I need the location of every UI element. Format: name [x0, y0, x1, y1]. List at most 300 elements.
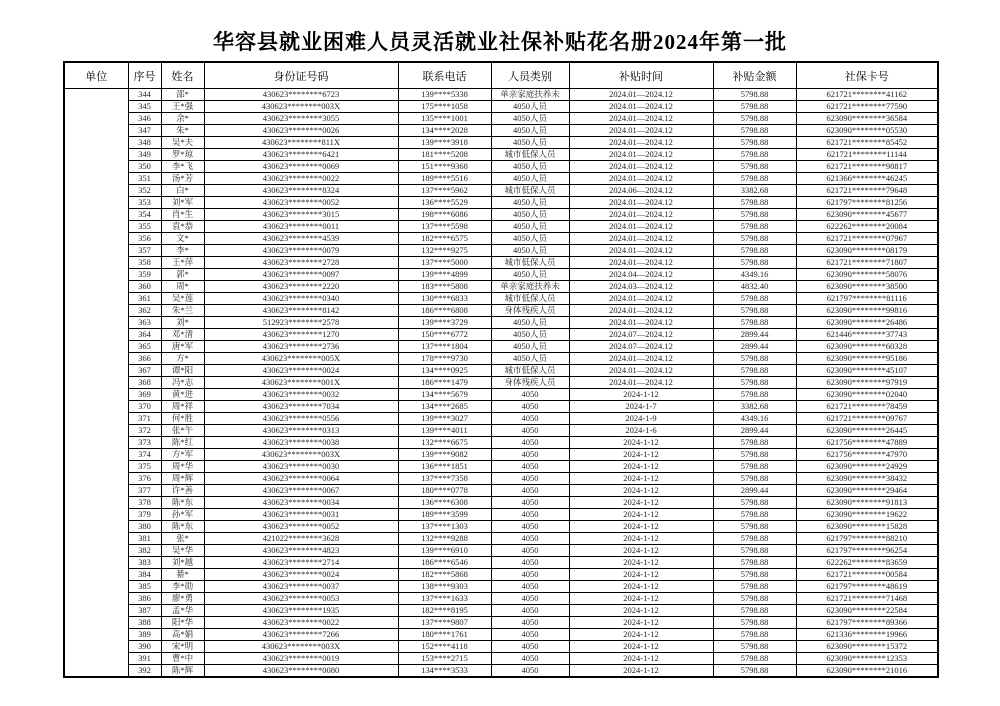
period-cell: 2024.01—2024.12: [569, 149, 713, 161]
card-cell: 623090********95186: [796, 353, 938, 365]
phone-cell: 182****6575: [398, 233, 491, 245]
table-row: [64, 257, 938, 269]
card-cell: 623090********21016: [796, 665, 938, 678]
category-cell: 4050人员: [491, 101, 569, 113]
seq-cell: 369: [128, 389, 161, 401]
column-header-unit: 单位: [64, 62, 128, 89]
table-row: [64, 161, 938, 173]
name-cell: 陈*东: [161, 521, 204, 533]
card-cell: 621721********41162: [796, 89, 938, 101]
id-cell: 430623********1935: [204, 605, 398, 617]
name-cell: 李*: [161, 245, 204, 257]
category-cell: 4050: [491, 449, 569, 461]
name-cell: 刘*军: [161, 197, 204, 209]
category-cell: 4050: [491, 653, 569, 665]
period-cell: 2024.01—2024.12: [569, 245, 713, 257]
table-row: [64, 641, 938, 653]
period-cell: 2024-1-12: [569, 533, 713, 545]
phone-cell: 132****6675: [398, 437, 491, 449]
table-row: [64, 497, 938, 509]
period-cell: 2024-1-12: [569, 521, 713, 533]
name-cell: 谭*阳: [161, 365, 204, 377]
name-cell: 何*胜: [161, 413, 204, 425]
phone-cell: 137****5598: [398, 221, 491, 233]
amount-cell: 5798.88: [713, 365, 796, 377]
category-cell: 4050人员: [491, 269, 569, 281]
amount-cell: 5798.88: [713, 233, 796, 245]
name-cell: 余*: [161, 113, 204, 125]
amount-cell: 3382.68: [713, 401, 796, 413]
card-cell: 621797********81116: [796, 293, 938, 305]
id-cell: 430623********0024: [204, 365, 398, 377]
id-cell: 430623********0064: [204, 473, 398, 485]
table-row: [64, 101, 938, 113]
period-cell: 2024.01—2024.12: [569, 113, 713, 125]
amount-cell: 5798.88: [713, 209, 796, 221]
name-cell: 王*萍: [161, 257, 204, 269]
phone-cell: 180****0778: [398, 485, 491, 497]
amount-cell: 5798.88: [713, 293, 796, 305]
id-cell: 430623********0037: [204, 581, 398, 593]
period-cell: 2024.06—2024.12: [569, 185, 713, 197]
period-cell: 2024.01—2024.12: [569, 137, 713, 149]
seq-cell: 344: [128, 89, 161, 101]
seq-cell: 359: [128, 269, 161, 281]
table-row: [64, 413, 938, 425]
card-cell: 623090********29464: [796, 485, 938, 497]
period-cell: 2024-1-12: [569, 617, 713, 629]
id-cell: 430623********0079: [204, 245, 398, 257]
roster-table: [63, 61, 939, 678]
phone-cell: 151****9368: [398, 161, 491, 173]
phone-cell: 130****6833: [398, 293, 491, 305]
amount-cell: 5798.88: [713, 125, 796, 137]
seq-cell: 366: [128, 353, 161, 365]
table-row: [64, 533, 938, 545]
category-cell: 4050: [491, 485, 569, 497]
table-row: [64, 293, 938, 305]
id-cell: 430623********2728: [204, 257, 398, 269]
id-cell: 430623********0097: [204, 269, 398, 281]
card-cell: 623090********24929: [796, 461, 938, 473]
period-cell: 2024-1-12: [569, 545, 713, 557]
name-cell: 吴*莲: [161, 293, 204, 305]
card-cell: 621797********89366: [796, 617, 938, 629]
amount-cell: 5798.88: [713, 557, 796, 569]
amount-cell: 5798.88: [713, 509, 796, 521]
table-row: [64, 89, 938, 101]
card-cell: 621797********81256: [796, 197, 938, 209]
amount-cell: 5798.88: [713, 665, 796, 678]
table-row: [64, 341, 938, 353]
card-cell: 621721********11144: [796, 149, 938, 161]
seq-cell: 363: [128, 317, 161, 329]
category-cell: 4050人员: [491, 113, 569, 125]
amount-cell: 5798.88: [713, 521, 796, 533]
category-cell: 4050: [491, 497, 569, 509]
phone-cell: 182****5868: [398, 569, 491, 581]
card-cell: 623090********36584: [796, 113, 938, 125]
id-cell: 430623********0032: [204, 389, 398, 401]
card-cell: 623090********15828: [796, 521, 938, 533]
table-row: [64, 569, 938, 581]
column-header-amount: 补贴金额: [713, 62, 796, 89]
amount-cell: 5798.88: [713, 197, 796, 209]
category-cell: 4050: [491, 665, 569, 678]
id-cell: 430623********0313: [204, 425, 398, 437]
card-cell: 623090********97919: [796, 377, 938, 389]
category-cell: 4050人员: [491, 161, 569, 173]
phone-cell: 136****5529: [398, 197, 491, 209]
table-row: [64, 113, 938, 125]
table-row: [64, 173, 938, 185]
id-cell: 430623********1270: [204, 329, 398, 341]
phone-cell: 134****3533: [398, 665, 491, 678]
category-cell: 4050人员: [491, 317, 569, 329]
phone-cell: 189****3599: [398, 509, 491, 521]
amount-cell: 4349.16: [713, 269, 796, 281]
amount-cell: 5798.88: [713, 449, 796, 461]
name-cell: 王*强: [161, 101, 204, 113]
amount-cell: 5798.88: [713, 617, 796, 629]
table-row: [64, 149, 938, 161]
id-cell: 430623********6421: [204, 149, 398, 161]
name-cell: 邓*清: [161, 329, 204, 341]
table-row: [64, 593, 938, 605]
table-row: [64, 389, 938, 401]
card-cell: 621721********71807: [796, 257, 938, 269]
column-header-period: 补贴时间: [569, 62, 713, 89]
card-cell: 623090********22584: [796, 605, 938, 617]
phone-cell: 139****9082: [398, 449, 491, 461]
period-cell: 2024.01—2024.12: [569, 233, 713, 245]
card-cell: 623090********45677: [796, 209, 938, 221]
card-cell: 623090********26486: [796, 317, 938, 329]
phone-cell: 137****5962: [398, 185, 491, 197]
phone-cell: 152****4118: [398, 641, 491, 653]
table-row: [64, 473, 938, 485]
name-cell: 曹*中: [161, 653, 204, 665]
name-cell: 朱*: [161, 125, 204, 137]
table-row: [64, 653, 938, 665]
id-cell: 430623********3015: [204, 209, 398, 221]
id-cell: 430623********003X: [204, 449, 398, 461]
phone-cell: 137****1303: [398, 521, 491, 533]
seq-cell: 382: [128, 545, 161, 557]
category-cell: 4050人员: [491, 125, 569, 137]
category-cell: 4050人员: [491, 209, 569, 221]
column-header-id: 身份证号码: [204, 62, 398, 89]
period-cell: 2024-1-12: [569, 629, 713, 641]
seq-cell: 391: [128, 653, 161, 665]
phone-cell: 137****1633: [398, 593, 491, 605]
amount-cell: 3382.68: [713, 185, 796, 197]
id-cell: 430623********0052: [204, 197, 398, 209]
category-cell: 4050人员: [491, 353, 569, 365]
category-cell: 4050: [491, 581, 569, 593]
amount-cell: 4832.40: [713, 281, 796, 293]
card-cell: 623090********19622: [796, 509, 938, 521]
period-cell: 2024.01—2024.12: [569, 305, 713, 317]
seq-cell: 350: [128, 161, 161, 173]
card-cell: 622262********20084: [796, 221, 938, 233]
category-cell: 4050人员: [491, 137, 569, 149]
table-row: [64, 437, 938, 449]
seq-cell: 381: [128, 533, 161, 545]
phone-cell: 189****5516: [398, 173, 491, 185]
category-cell: 身体残疾人员: [491, 305, 569, 317]
category-cell: 4050: [491, 533, 569, 545]
category-cell: 4050: [491, 461, 569, 473]
phone-cell: 139****6910: [398, 545, 491, 557]
phone-cell: 137****7358: [398, 473, 491, 485]
amount-cell: 5798.88: [713, 377, 796, 389]
name-cell: 罗*琼: [161, 149, 204, 161]
table-row: [64, 365, 938, 377]
name-cell: 周*华: [161, 461, 204, 473]
column-header-category: 人员类别: [491, 62, 569, 89]
category-cell: 身体残疾人员: [491, 377, 569, 389]
category-cell: 4050: [491, 401, 569, 413]
card-cell: 623090********12353: [796, 653, 938, 665]
phone-cell: 134****0925: [398, 365, 491, 377]
table-row: [64, 233, 938, 245]
phone-cell: 137****5000: [398, 257, 491, 269]
seq-cell: 373: [128, 437, 161, 449]
period-cell: 2024.07—2024.12: [569, 341, 713, 353]
card-cell: 621721********09767: [796, 413, 938, 425]
name-cell: 黄*进: [161, 389, 204, 401]
phone-cell: 186****1479: [398, 377, 491, 389]
table-row: [64, 485, 938, 497]
name-cell: 张*: [161, 533, 204, 545]
amount-cell: 5798.88: [713, 101, 796, 113]
name-cell: 孙*军: [161, 509, 204, 521]
period-cell: 2024-1-7: [569, 401, 713, 413]
seq-cell: 378: [128, 497, 161, 509]
table-row: [64, 509, 938, 521]
seq-cell: 384: [128, 569, 161, 581]
seq-cell: 367: [128, 365, 161, 377]
card-cell: 623090********26445: [796, 425, 938, 437]
seq-cell: 375: [128, 461, 161, 473]
card-cell: 623090********38432: [796, 473, 938, 485]
amount-cell: 5798.88: [713, 653, 796, 665]
table-row: [64, 305, 938, 317]
seq-cell: 356: [128, 233, 161, 245]
category-cell: 单亲家庭扶养未: [491, 281, 569, 293]
card-cell: 623090********38500: [796, 281, 938, 293]
table-row: [64, 125, 938, 137]
seq-cell: 351: [128, 173, 161, 185]
card-cell: 623090********45107: [796, 365, 938, 377]
amount-cell: 5798.88: [713, 641, 796, 653]
table-row: [64, 377, 938, 389]
period-cell: 2024.07—2024.12: [569, 329, 713, 341]
category-cell: 4050: [491, 509, 569, 521]
seq-cell: 389: [128, 629, 161, 641]
amount-cell: 2899.44: [713, 341, 796, 353]
phone-cell: 186****6808: [398, 305, 491, 317]
period-cell: 2024.01—2024.12: [569, 161, 713, 173]
name-cell: 汤*芳: [161, 173, 204, 185]
category-cell: 4050: [491, 593, 569, 605]
id-cell: 512923********2578: [204, 317, 398, 329]
period-cell: 2024.01—2024.12: [569, 353, 713, 365]
table-row: [64, 401, 938, 413]
phone-cell: 135****1001: [398, 113, 491, 125]
id-cell: 430623********0026: [204, 125, 398, 137]
category-cell: 城市低保人员: [491, 149, 569, 161]
name-cell: 陈*辉: [161, 665, 204, 678]
phone-cell: 139****4899: [398, 269, 491, 281]
name-cell: 綦*: [161, 569, 204, 581]
card-cell: 621721********77590: [796, 101, 938, 113]
phone-cell: 136****1851: [398, 461, 491, 473]
name-cell: 肖*生: [161, 209, 204, 221]
name-cell: 冯*志: [161, 377, 204, 389]
seq-cell: 354: [128, 209, 161, 221]
id-cell: 430623********2736: [204, 341, 398, 353]
seq-cell: 392: [128, 665, 161, 678]
id-cell: 430623********4539: [204, 233, 398, 245]
category-cell: 4050: [491, 437, 569, 449]
card-cell: 623090********15372: [796, 641, 938, 653]
name-cell: 邵*: [161, 89, 204, 101]
amount-cell: 5798.88: [713, 317, 796, 329]
card-cell: 623090********60328: [796, 341, 938, 353]
amount-cell: 5798.88: [713, 137, 796, 149]
id-cell: 430623********0340: [204, 293, 398, 305]
period-cell: 2024.01—2024.12: [569, 377, 713, 389]
id-cell: 430623********003X: [204, 101, 398, 113]
id-cell: 430623********0069: [204, 161, 398, 173]
amount-cell: 5798.88: [713, 161, 796, 173]
id-cell: 430623********0052: [204, 521, 398, 533]
category-cell: 4050人员: [491, 245, 569, 257]
table-row: [64, 545, 938, 557]
seq-cell: 348: [128, 137, 161, 149]
seq-cell: 368: [128, 377, 161, 389]
id-cell: 430623********6723: [204, 89, 398, 101]
seq-cell: 358: [128, 257, 161, 269]
seq-cell: 362: [128, 305, 161, 317]
name-cell: 李*飞: [161, 161, 204, 173]
amount-cell: 5798.88: [713, 593, 796, 605]
table-row: [64, 269, 938, 281]
table-row: [64, 281, 938, 293]
table-row: [64, 137, 938, 149]
seq-cell: 379: [128, 509, 161, 521]
amount-cell: 5798.88: [713, 581, 796, 593]
table-row: [64, 329, 938, 341]
name-cell: 宋*明: [161, 641, 204, 653]
table-row: [64, 353, 938, 365]
period-cell: 2024-1-12: [569, 449, 713, 461]
amount-cell: 5798.88: [713, 569, 796, 581]
amount-cell: 2899.44: [713, 485, 796, 497]
category-cell: 4050人员: [491, 221, 569, 233]
card-cell: 621756********47889: [796, 437, 938, 449]
card-cell: 621366********46245: [796, 173, 938, 185]
phone-cell: 178****9730: [398, 353, 491, 365]
table-row: [64, 317, 938, 329]
id-cell: 430623********3055: [204, 113, 398, 125]
phone-cell: 139****3918: [398, 137, 491, 149]
table-header: [64, 62, 938, 89]
category-cell: 4050: [491, 605, 569, 617]
phone-cell: 175****1058: [398, 101, 491, 113]
name-cell: 白*: [161, 185, 204, 197]
phone-cell: 139****5338: [398, 89, 491, 101]
name-cell: 吴*夫: [161, 137, 204, 149]
name-cell: 阳*华: [161, 617, 204, 629]
id-cell: 430623********8142: [204, 305, 398, 317]
phone-cell: 139****3027: [398, 413, 491, 425]
seq-cell: 360: [128, 281, 161, 293]
phone-cell: 139****4011: [398, 425, 491, 437]
period-cell: 2024.01—2024.12: [569, 209, 713, 221]
category-cell: 4050: [491, 617, 569, 629]
name-cell: 周*辉: [161, 473, 204, 485]
period-cell: 2024-1-12: [569, 497, 713, 509]
seq-cell: 347: [128, 125, 161, 137]
period-cell: 2024-1-12: [569, 569, 713, 581]
period-cell: 2024.01—2024.12: [569, 197, 713, 209]
phone-cell: 134****2028: [398, 125, 491, 137]
name-cell: 朱*兰: [161, 305, 204, 317]
page-title: 华容县就业困难人员灵活就业社保补贴花名册2024年第一批: [213, 30, 787, 54]
phone-cell: 139****3729: [398, 317, 491, 329]
table-row: [64, 185, 938, 197]
period-cell: 2024-1-12: [569, 653, 713, 665]
seq-cell: 364: [128, 329, 161, 341]
seq-cell: 383: [128, 557, 161, 569]
seq-cell: 346: [128, 113, 161, 125]
name-cell: 文*: [161, 233, 204, 245]
phone-cell: 153****2715: [398, 653, 491, 665]
phone-cell: 183****5808: [398, 281, 491, 293]
card-cell: 623090********08179: [796, 245, 938, 257]
card-cell: 621797********48619: [796, 581, 938, 593]
table-row: [64, 449, 938, 461]
name-cell: 周*祥: [161, 401, 204, 413]
name-cell: 李*勋: [161, 581, 204, 593]
seq-cell: 353: [128, 197, 161, 209]
phone-cell: 132****9288: [398, 533, 491, 545]
id-cell: 430623********0022: [204, 173, 398, 185]
period-cell: 2024.01—2024.12: [569, 125, 713, 137]
header-row: [64, 62, 938, 89]
table-row: [64, 197, 938, 209]
seq-cell: 361: [128, 293, 161, 305]
table-row: [64, 629, 938, 641]
unit-cell: [64, 89, 128, 678]
phone-cell: 180****1761: [398, 629, 491, 641]
table-row: [64, 521, 938, 533]
card-cell: 621721********85452: [796, 137, 938, 149]
id-cell: 430623********7034: [204, 401, 398, 413]
amount-cell: 5798.88: [713, 389, 796, 401]
amount-cell: 5798.88: [713, 353, 796, 365]
name-cell: 陈*东: [161, 497, 204, 509]
period-cell: 2024.01—2024.12: [569, 101, 713, 113]
period-cell: 2024.01—2024.12: [569, 317, 713, 329]
name-cell: 吴*华: [161, 545, 204, 557]
category-cell: 城市低保人员: [491, 293, 569, 305]
period-cell: 2024-1-6: [569, 425, 713, 437]
table-row: [64, 461, 938, 473]
